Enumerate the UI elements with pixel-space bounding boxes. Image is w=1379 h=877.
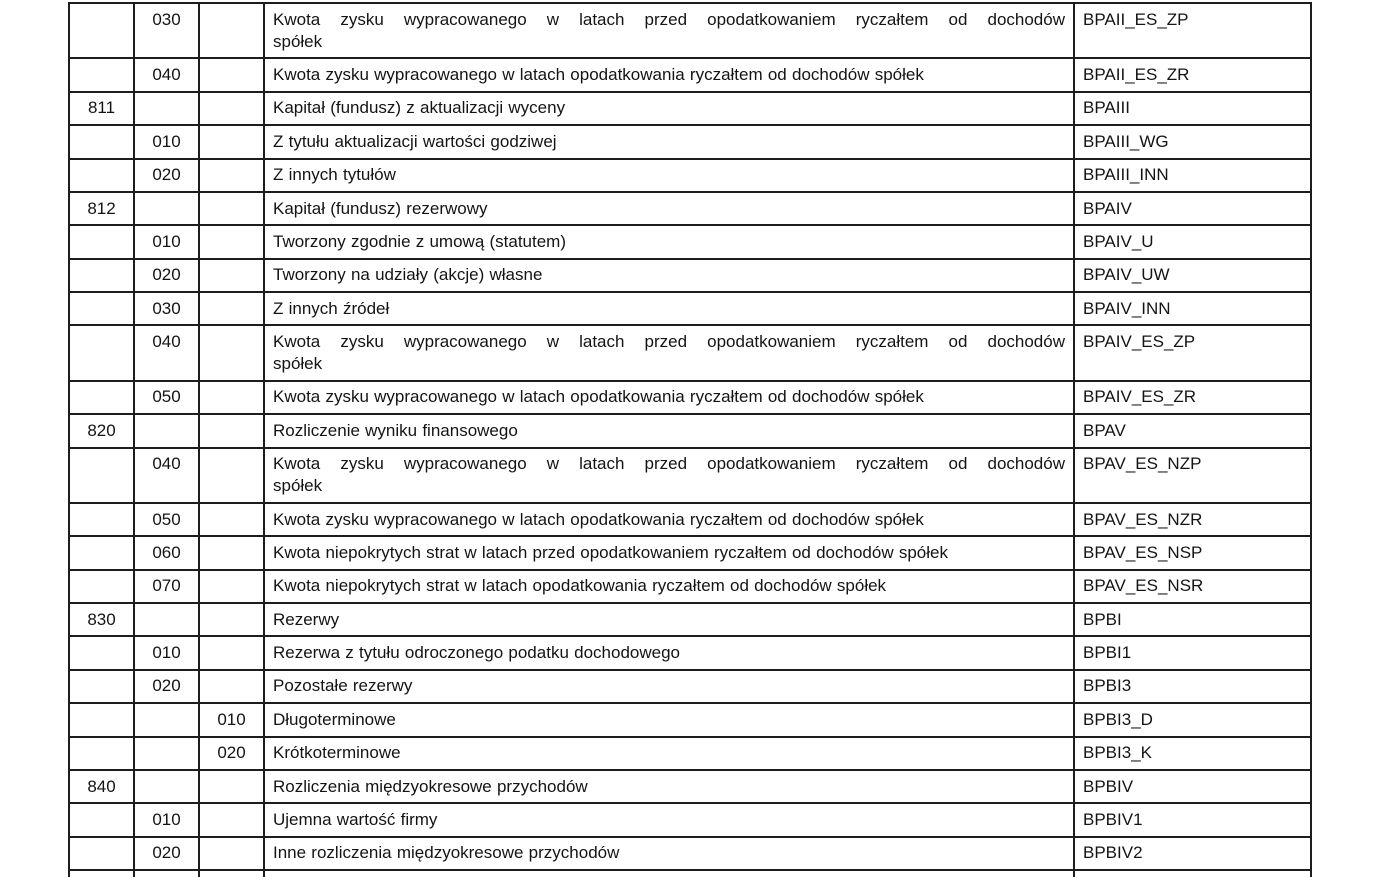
row-description-line: Ujemna wartość firmy — [273, 809, 438, 829]
row-description-cell — [264, 125, 1074, 158]
row-level2-cell — [134, 770, 199, 803]
empty-cell — [264, 870, 1074, 877]
row-level1-cell — [69, 159, 134, 192]
row-level2-cell: 050 — [134, 503, 199, 536]
row-level3-cell — [199, 570, 264, 603]
table-row — [69, 803, 1311, 836]
table-row — [69, 325, 1311, 380]
row-code-cell: BPBI — [1074, 603, 1311, 636]
row-description-line: Rezerwa z tytułu odroczonego podatku dochodowego — [273, 643, 680, 663]
table-row — [69, 536, 1311, 569]
row-level1-cell — [69, 803, 134, 836]
table-row — [69, 414, 1311, 447]
row-code-cell: BPAIII — [1074, 92, 1311, 125]
row-level3-cell: 020 — [199, 737, 264, 770]
row-description-cell — [264, 225, 1074, 258]
table-row — [69, 636, 1311, 669]
table-row — [69, 259, 1311, 292]
row-description-cell — [264, 737, 1074, 770]
row-level2-cell: 040 — [134, 448, 199, 503]
row-level3-cell — [199, 159, 264, 192]
row-description-cell — [264, 325, 1074, 380]
row-level2-cell: 070 — [134, 570, 199, 603]
row-description-cell — [264, 536, 1074, 569]
row-level1-cell — [69, 381, 134, 414]
table-row — [69, 381, 1311, 414]
row-description-cell — [264, 703, 1074, 736]
row-code-cell: BPBIV1 — [1074, 803, 1311, 836]
table-row — [69, 703, 1311, 736]
row-description-line: Długoterminowe — [273, 709, 396, 729]
row-level1-cell — [69, 737, 134, 770]
table-row — [69, 737, 1311, 770]
row-level2-cell: 050 — [134, 381, 199, 414]
row-code-cell: BPAV_ES_NZP — [1074, 448, 1311, 503]
row-description-cell — [264, 503, 1074, 536]
row-description-cell — [264, 192, 1074, 225]
row-description-cell — [264, 636, 1074, 669]
row-level1-cell — [69, 325, 134, 380]
row-description-line: Kapitał (fundusz) z aktualizacji wyceny — [273, 98, 566, 118]
row-level2-cell: 020 — [134, 837, 199, 870]
row-code-cell: BPAIV — [1074, 192, 1311, 225]
row-description-line: Z tytułu aktualizacji wartości godziwej — [273, 131, 557, 151]
row-level3-cell — [199, 92, 264, 125]
row-level2-cell — [134, 92, 199, 125]
table-row — [69, 292, 1311, 325]
row-description-cell — [264, 603, 1074, 636]
row-level1-cell: 820 — [69, 414, 134, 447]
row-description-cell — [264, 381, 1074, 414]
empty-cell — [1074, 870, 1311, 877]
row-level3-cell — [199, 225, 264, 258]
row-code-cell: BPBIV2 — [1074, 837, 1311, 870]
row-code-cell: BPAII_ES_ZP — [1074, 3, 1311, 58]
row-description-line: Z innych źródeł — [273, 298, 390, 318]
row-description-cell — [264, 770, 1074, 803]
row-code-cell: BPAIV_U — [1074, 225, 1311, 258]
row-level3-cell — [199, 837, 264, 870]
row-code-cell: BPAII_ES_ZR — [1074, 58, 1311, 91]
row-level1-cell — [69, 58, 134, 91]
table-row — [69, 225, 1311, 258]
row-level3-cell — [199, 503, 264, 536]
row-level1-cell — [69, 225, 134, 258]
row-description-line: Kapitał (fundusz) rezerwowy — [273, 198, 488, 218]
row-level2-cell: 010 — [134, 803, 199, 836]
row-level2-cell: 010 — [134, 125, 199, 158]
row-description-line: spółek — [273, 31, 323, 51]
row-level3-cell — [199, 325, 264, 380]
row-code-cell: BPAV_ES_NSR — [1074, 570, 1311, 603]
row-level1-cell: 811 — [69, 92, 134, 125]
row-level1-cell — [69, 703, 134, 736]
row-description-line: Kwota zysku wypracowanego w latach opodatkowania ryczałtem od dochodów spółek — [273, 65, 924, 85]
row-level1-cell — [69, 837, 134, 870]
row-level2-cell: 010 — [134, 636, 199, 669]
row-description-cell — [264, 292, 1074, 325]
row-level3-cell — [199, 3, 264, 58]
row-level1-cell — [69, 570, 134, 603]
row-level3-cell — [199, 636, 264, 669]
row-level3-cell: 010 — [199, 703, 264, 736]
balance-structure-table — [68, 2, 1312, 877]
row-level3-cell — [199, 770, 264, 803]
row-description-line: Tworzony zgodnie z umową (statutem) — [273, 231, 567, 251]
row-code-cell: BPBI1 — [1074, 636, 1311, 669]
table-row — [69, 58, 1311, 91]
table-row — [69, 603, 1311, 636]
row-level1-cell — [69, 503, 134, 536]
row-level1-cell: 812 — [69, 192, 134, 225]
table-row — [69, 837, 1311, 870]
row-level1-cell — [69, 448, 134, 503]
row-level1-cell — [69, 670, 134, 703]
row-level1-cell — [69, 636, 134, 669]
row-description-cell — [264, 837, 1074, 870]
table-row-partial — [69, 870, 1311, 877]
row-level2-cell: 060 — [134, 536, 199, 569]
row-code-cell: BPAIV_UW — [1074, 259, 1311, 292]
row-code-cell: BPAV_ES_NSP — [1074, 536, 1311, 569]
row-code-cell: BPAIV_ES_ZP — [1074, 325, 1311, 380]
row-description-line: Rezerwy — [273, 609, 340, 629]
row-level1-cell — [69, 125, 134, 158]
row-description-line: Kwota niepokrytych strat w latach przed opodatkowaniem ryczałtem od dochodów spółek — [273, 542, 948, 562]
row-description-cell — [264, 570, 1074, 603]
row-description-line: Rozliczenia międzyokresowe przychodów — [273, 776, 588, 796]
table-row — [69, 3, 1311, 58]
row-level2-cell: 020 — [134, 670, 199, 703]
row-code-cell: BPBI3 — [1074, 670, 1311, 703]
row-level3-cell — [199, 414, 264, 447]
row-code-cell: BPBI3_K — [1074, 737, 1311, 770]
row-description-cell — [264, 414, 1074, 447]
row-description-cell — [264, 92, 1074, 125]
table-row — [69, 670, 1311, 703]
structure-table-body — [69, 3, 1311, 877]
empty-cell — [69, 870, 134, 877]
row-code-cell: BPAIII_WG — [1074, 125, 1311, 158]
row-level1-cell — [69, 536, 134, 569]
row-level3-cell — [199, 536, 264, 569]
row-code-cell: BPBI3_D — [1074, 703, 1311, 736]
row-description-line: Tworzony na udziały (akcje) własne — [273, 265, 543, 285]
row-description-line: Rozliczenie wyniku finansowego — [273, 420, 518, 440]
row-level1-cell — [69, 259, 134, 292]
row-level2-cell — [134, 703, 199, 736]
table-row — [69, 159, 1311, 192]
row-description-line: Pozostałe rezerwy — [273, 676, 413, 696]
row-level1-cell — [69, 3, 134, 58]
row-level2-cell: 040 — [134, 58, 199, 91]
empty-cell — [199, 870, 264, 877]
table-row — [69, 125, 1311, 158]
table-row — [69, 503, 1311, 536]
row-level3-cell — [199, 803, 264, 836]
row-description-line: spółek — [273, 476, 323, 496]
row-code-cell: BPAIII_INN — [1074, 159, 1311, 192]
row-description-line: Z innych tytułów — [273, 165, 396, 185]
row-description-cell — [264, 670, 1074, 703]
row-level2-cell — [134, 414, 199, 447]
row-description-line: Kwota zysku wypracowanego w latach przed opodatkowaniem ryczałtem od dochodów — [273, 9, 1065, 29]
table-row — [69, 448, 1311, 503]
row-level3-cell — [199, 125, 264, 158]
empty-cell — [134, 870, 199, 877]
row-description-cell — [264, 803, 1074, 836]
row-description-cell — [264, 58, 1074, 91]
row-level2-cell: 030 — [134, 3, 199, 58]
row-level3-cell — [199, 192, 264, 225]
row-code-cell: BPAV — [1074, 414, 1311, 447]
row-level3-cell — [199, 381, 264, 414]
row-level2-cell — [134, 737, 199, 770]
table-row — [69, 92, 1311, 125]
row-description-line: Kwota zysku wypracowanego w latach opodatkowania ryczałtem od dochodów spółek — [273, 387, 924, 407]
row-level2-cell: 020 — [134, 159, 199, 192]
row-level2-cell: 040 — [134, 325, 199, 380]
row-level2-cell: 010 — [134, 225, 199, 258]
row-code-cell: BPAIV_INN — [1074, 292, 1311, 325]
row-description-cell — [264, 159, 1074, 192]
row-level1-cell — [69, 292, 134, 325]
row-level3-cell — [199, 58, 264, 91]
row-level3-cell — [199, 603, 264, 636]
row-description-cell — [264, 259, 1074, 292]
row-description-line: Kwota zysku wypracowanego w latach przed opodatkowaniem ryczałtem od dochodów — [273, 454, 1065, 474]
row-description-line: Inne rozliczenia międzyokresowe przychodów — [273, 843, 620, 863]
row-description-line: Kwota zysku wypracowanego w latach przed opodatkowaniem ryczałtem od dochodów — [273, 332, 1065, 352]
table-row — [69, 192, 1311, 225]
row-description-line: spółek — [273, 354, 323, 374]
row-description-line: Krótkoterminowe — [273, 743, 401, 763]
row-description-cell — [264, 3, 1074, 58]
row-level1-cell: 830 — [69, 603, 134, 636]
row-code-cell: BPAV_ES_NZR — [1074, 503, 1311, 536]
row-code-cell: BPAIV_ES_ZR — [1074, 381, 1311, 414]
row-level3-cell — [199, 670, 264, 703]
row-level3-cell — [199, 292, 264, 325]
row-description-line: Kwota zysku wypracowanego w latach opodatkowania ryczałtem od dochodów spółek — [273, 509, 924, 529]
row-code-cell: BPBIV — [1074, 770, 1311, 803]
row-description-cell — [264, 448, 1074, 503]
row-level1-cell: 840 — [69, 770, 134, 803]
row-level2-cell — [134, 603, 199, 636]
row-description-line: Kwota niepokrytych strat w latach opodatkowania ryczałtem od dochodów spółek — [273, 576, 887, 596]
row-level2-cell: 020 — [134, 259, 199, 292]
table-row — [69, 570, 1311, 603]
row-level2-cell — [134, 192, 199, 225]
row-level3-cell — [199, 259, 264, 292]
row-level3-cell — [199, 448, 264, 503]
row-level2-cell: 030 — [134, 292, 199, 325]
table-row — [69, 770, 1311, 803]
